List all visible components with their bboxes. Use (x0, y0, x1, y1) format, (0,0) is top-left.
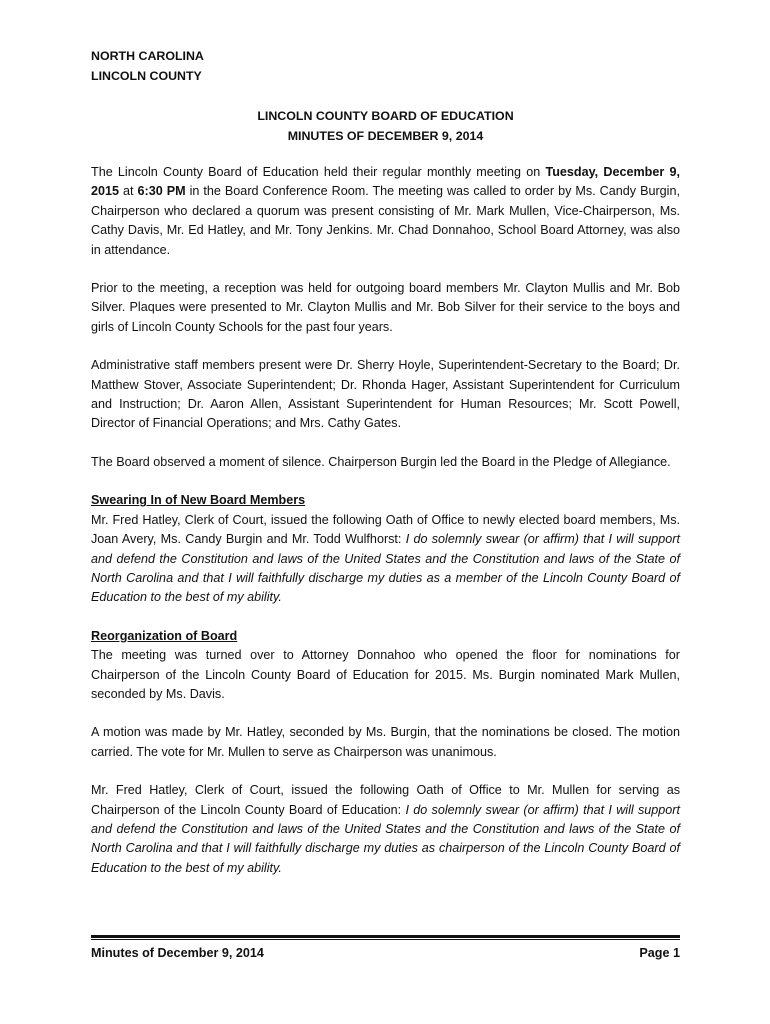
paragraph-reorganization: The meeting was turned over to Attorney Donnahoo who opened the floor for nominations for Chairperson of the Lincoln County Board of Education for 2015. Ms. Burgin nominated Mark Mullen, seconded by Ms. Davis. (91, 648, 680, 701)
heading-reorganization: Reorganization of Board (91, 628, 238, 643)
paragraph-meeting-call (91, 163, 680, 260)
p1-text-2: at (119, 184, 138, 199)
footer-rule (91, 935, 680, 940)
swearing-text: Mr. Fred Hatley, Clerk of Court, issued the following Oath of Office to newly elected board members, Ms. Joan Avery, Ms. Candy Burgin and Mr. Todd Wulfhorst: (91, 512, 680, 547)
header-county: LINCOLN COUNTY (91, 69, 202, 83)
chair-oath-text: Mr. Fred Hatley, Clerk of Court, issued the following Oath of Office to Mr. Mullen for serving as Chairperson of the Lincoln County Board of Education: (91, 783, 680, 817)
heading-swearing-in: Swearing In of New Board Members (91, 493, 306, 508)
p1-meeting-date: Tuesday, December 9, 2015 (91, 165, 680, 199)
header-state: NORTH CAROLINA (91, 49, 204, 63)
title-line-2: MINUTES OF DECEMBER 9, 2014 (287, 129, 484, 143)
swearing-oath: I do solemnly swear (or affirm) that I will support and defend the Constitution and laws of the United States and the Constitution and laws of the State of North Carolina and that I will faithfully discharge my duties as a member of the Lincoln County Board of Education to the best of my ability. (91, 532, 680, 605)
footer-page-number: Page 1 (639, 946, 680, 960)
paragraph-swearing-in (91, 511, 680, 608)
paragraph-chair-oath (91, 781, 680, 878)
footer-minutes-label: Minutes of December 9, 2014 (91, 946, 264, 960)
title-line-1: LINCOLN COUNTY BOARD OF EDUCATION (257, 109, 514, 123)
page-footer (91, 946, 680, 960)
p1-text-3: in the Board Conference Room. The meeting was called to order by Ms. Candy Burgin, Chairperson who declared a quorum was present consisting of Mr. Mark Mullen, Vice-Chairperson, Ms. Cathy Davis, Mr. Ed Hatley, and Mr. Tony Jenkins. Mr. Chad Donnahoo, School Board Attorney, was also in attendance. (91, 184, 680, 257)
document-title (91, 106, 680, 146)
paragraph-reception: Prior to the meeting, a reception was held for outgoing board members Mr. Clayton Mullis and Mr. Bob Silver. Plaques were presented to Mr. Clayton Mullis and Mr. Bob Silver for their service to the boys and girls of Lincoln County Schools for the past four years. (91, 281, 680, 334)
chair-oath: I do solemnly swear (or affirm) that I will support and defend the Constitution and laws of the United States and the Constitution and laws of the State of North Carolina and that I will faithfully discharge my duties as chairperson of the Lincoln County Board of Education to the best of my ability. (91, 802, 680, 875)
paragraph-motion: A motion was made by Mr. Hatley, seconded by Ms. Burgin, that the nominations be closed. The motion carried. The vote for Mr. Mullen to serve as Chairperson was unanimous. (91, 725, 680, 759)
p1-meeting-time: 6:30 PM (137, 184, 186, 199)
p1-text-1: The Lincoln County Board of Education held their regular monthly meeting on (91, 165, 546, 179)
paragraph-staff: Administrative staff members present were Dr. Sherry Hoyle, Superintendent-Secretary to the Board; Dr. Matthew Stover, Associate Superintendent; Dr. Rhonda Hager, Assistant Superintendent for Curriculum and Instruction; Dr. Aaron Allen, Assistant Superintendent for Human Resources; Mr. Scott Powell, Director of Financial Operations; and Mrs. Cathy Gates. (91, 358, 680, 431)
paragraph-silence: The Board observed a moment of silence. Chairperson Burgin led the Board in the Pledge of Allegiance. (91, 454, 671, 469)
document-page (91, 46, 680, 878)
